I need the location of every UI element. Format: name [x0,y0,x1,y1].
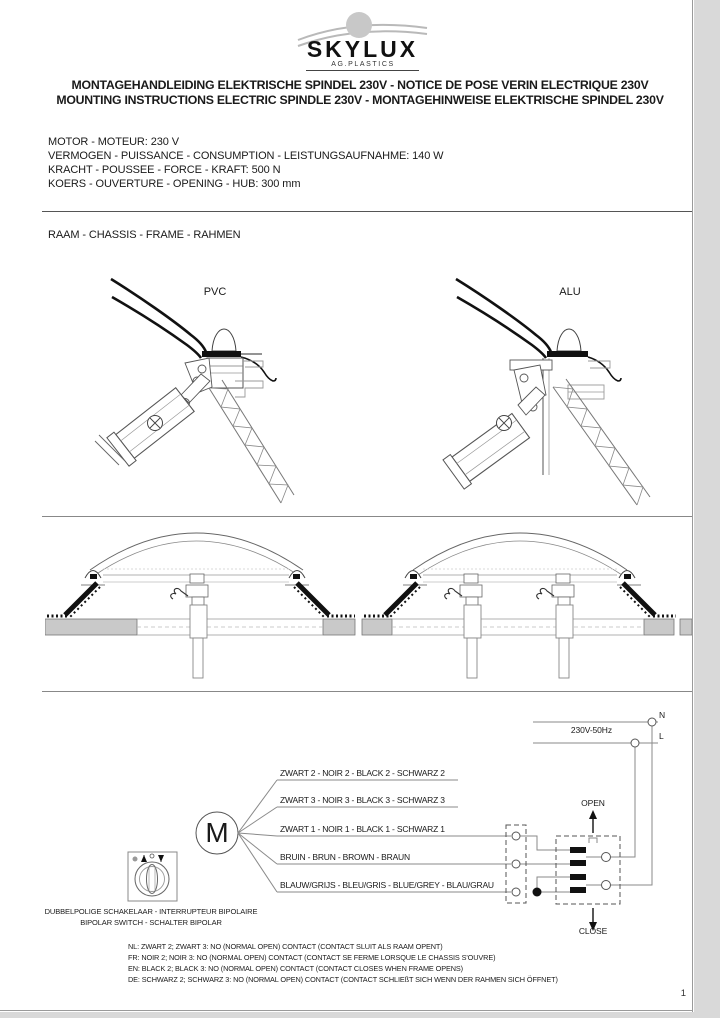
scan-margin-right [694,0,720,1018]
separator-top [42,211,693,212]
spec-force: KRACHT - POUSSEE - FORCE - KRAFT: 500 N [48,164,281,176]
alu-detail-drawing [430,275,700,515]
note-nl: NL: ZWART 2; ZWART 3: NO (NORMAL OPEN) CONTACT (CONTACT SLUIT ALS RAAM OPENT) [128,942,443,951]
spec-stroke: KOERS - OUVERTURE - OPENING - HUB: 300 mm [48,178,301,190]
wire-label-brown: BRUIN - BRUN - BROWN - BRAUN [280,852,410,862]
junction-dot [533,888,542,897]
close-direction-label: CLOSE [578,926,608,936]
supply-voltage-label: 230V-50Hz [570,725,612,735]
spec-motor: MOTOR - MOTEUR: 230 V [48,136,179,148]
notes-block [128,941,558,985]
neutral-terminal-label: N [659,710,666,720]
wire-label-bluegrey: BLAUW/GRIJS - BLEU/GRIS - BLUE/GREY - BLAU/GRAU [280,880,494,890]
switch-caption-line2: BIPOLAR SWITCH - SCHALTER BIPOLAR [80,918,222,927]
alu-drawing-label: ALU [559,286,581,298]
open-direction-label: OPEN [581,798,605,808]
dome-double-spindle-drawing [360,525,692,685]
frame-section-heading: RAAM - CHASSIS - FRAME - RAHMEN [48,229,241,241]
note-fr: FR: NOIR 2; NOIR 3: NO (NORMAL OPEN) CONTACT (CONTACT SE FERME LORSQUE LE CHASSIS S'OUVRE) [128,953,496,962]
page-edge-bottom [0,1010,693,1011]
page-edge-right [692,0,693,1012]
brand-subtitle: AG.PLASTICS [331,61,395,68]
pvc-detail-drawing [85,275,405,515]
wire-label-black3: ZWART 3 - NOIR 3 - BLACK 3 - SCHWARZ 3 [280,795,445,805]
brand-underline [306,70,419,71]
bipolar-switch-icon [128,852,177,901]
switch-box [556,836,620,904]
wire-label-black1: ZWART 1 - NOIR 1 - BLACK 1 - SCHWARZ 1 [280,824,445,834]
separator-middle [42,516,693,517]
page-number: 1 [680,988,686,999]
brand-wordmark: SKYLUX [306,36,419,62]
motor-symbol-label: M [205,817,229,848]
note-en: EN: BLACK 2; BLACK 3: NO (NORMAL OPEN) CONTACT (CONTACT CLOSES WHEN FRAME OPENS) [128,964,464,973]
note-de: DE: SCHWARZ 2; SCHWARZ 3: NO (NORMAL OPEN) CONTACT (CONTACT SCHLIEßT SICH WENN DER RAHMEN SICH ÖFFNET) [128,975,558,984]
live-terminal-label: L [659,731,664,741]
wire-label-black2: ZWART 2 - NOIR 2 - BLACK 2 - SCHWARZ 2 [280,768,445,778]
switch-contacts [570,847,586,893]
dome-single-spindle-drawing [45,525,365,685]
spec-power: VERMOGEN - PUISSANCE - CONSUMPTION - LEISTUNGSAUFNAHME: 140 W [48,150,444,162]
doc-title-line1: MONTAGEHANDLEIDING ELEKTRISCHE SPINDEL 230V - NOTICE DE POSE VERIN ELECTRIQUE 230V [71,78,649,92]
spec-block [48,135,443,191]
pvc-drawing-label: PVC [203,286,227,298]
doc-title-line2: MOUNTING INSTRUCTIONS ELECTRIC SPINDLE 230V - MONTAGEHINWEISE ELEKTRISCHE SPINDEL 230V [56,93,664,107]
open-arrow-icon [589,810,597,833]
scan-margin-bottom [0,1012,720,1018]
switch-caption-line1: DUBBELPOLIGE SCHAKELAAR - INTERRUPTEUR BIPOLAIRE [44,907,258,916]
